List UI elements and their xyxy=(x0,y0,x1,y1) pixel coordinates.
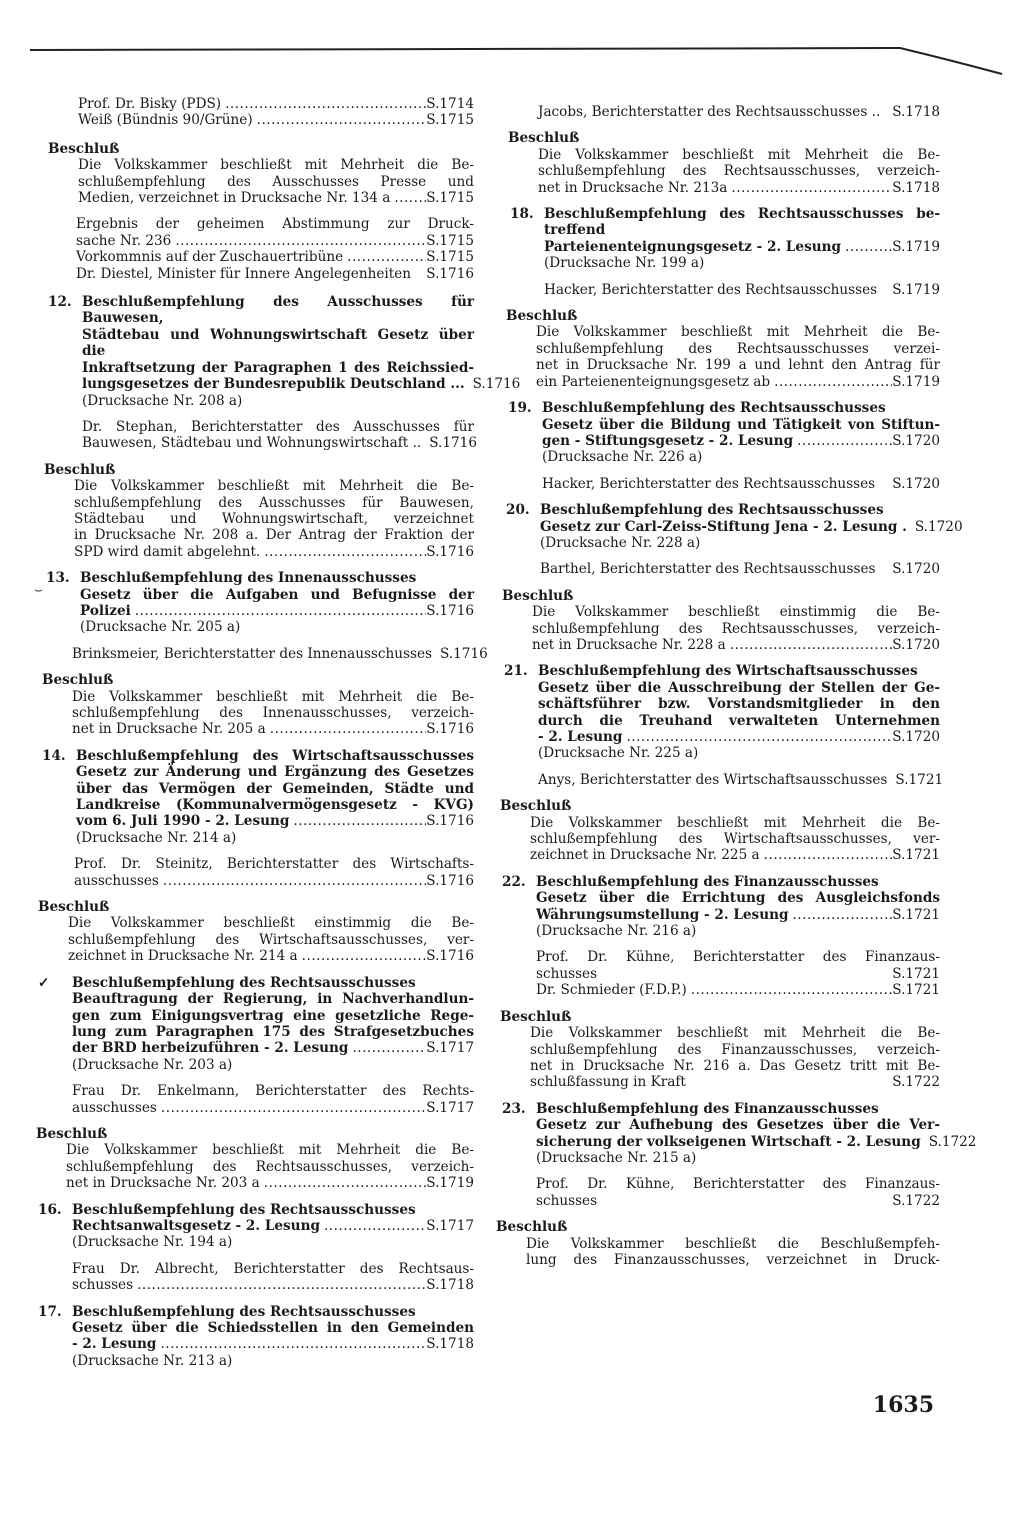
item-number: 18. xyxy=(510,206,534,223)
item-title-line: Beschlußempfehlung des Ausschusses für Bauwesen, xyxy=(82,294,474,327)
resolution-heading: Beschluß xyxy=(44,461,116,478)
page-ref: S.1718 xyxy=(426,1277,474,1294)
agenda-item-20 xyxy=(504,502,963,551)
page-ref: S.1715 xyxy=(426,190,474,207)
item-title-line: Beschlußempfehlung des Wirtschaftsausschusses xyxy=(538,663,918,680)
item-number: 14. xyxy=(42,747,66,764)
page-ref: S.1718 xyxy=(892,179,940,196)
resolution-heading: Beschluß xyxy=(496,1219,568,1236)
item-title-line: schäftsführer bzw. Vorstandsmitglieder in den xyxy=(538,696,940,713)
item-title-line: Inkraftsetzung der Paragraphen 1 des Reichssied- xyxy=(82,359,474,376)
item-title-line: lungsgesetzes der Bundesrepublik Deutschland ... xyxy=(82,376,465,393)
item-title-line: Beschlußempfehlung des Rechtsausschusses be- xyxy=(544,206,940,223)
document-ref: (Drucksache Nr. 205 a) xyxy=(80,619,241,636)
text-line: schlußempfehlung des Wirtschaftsausschusses, ver- xyxy=(530,831,940,848)
resolution-heading: Beschluß xyxy=(38,899,110,916)
item-title-line: Gesetz über die Aufgaben und Befugnisse der xyxy=(80,586,474,603)
text-line: Die Volkskammer beschließt die Beschlußempfeh- xyxy=(526,1235,940,1252)
item-title-line: Landkreise (Kommunalvermögensgesetz - KVG) xyxy=(76,797,474,814)
document-ref: (Drucksache Nr. 213 a) xyxy=(72,1352,233,1369)
item-title-line: Gesetz zur Aufhebung des Gesetzes über die Ver- xyxy=(536,1117,940,1134)
resolution-block xyxy=(496,1219,940,1268)
agenda-item-19 xyxy=(506,400,940,466)
page-ref: S.1715 xyxy=(426,232,474,249)
page-ref: S.1716 xyxy=(472,376,521,393)
item-title-line: vom 6. Juli 1990 - 2. Lesung xyxy=(76,813,290,830)
item-title-line: Parteienenteignungsgesetz - 2. Lesung xyxy=(544,238,842,255)
item-number: 16. xyxy=(38,1201,62,1218)
resolution-heading: Beschluß xyxy=(508,130,580,147)
resolution-block xyxy=(508,130,940,196)
item-title-line: Beschlußempfehlung des Rechtsausschusses xyxy=(72,974,416,991)
resolution-block xyxy=(38,899,474,965)
item-title-line: Gesetz zur Änderung und Ergänzung des Gesetzes xyxy=(76,764,474,781)
resolution-block xyxy=(36,1126,474,1192)
item-title-line: Gesetz über die Errichtung des Ausgleichsfonds xyxy=(536,890,940,907)
item-title-line: - 2. Lesung xyxy=(72,1336,157,1353)
document-ref: (Drucksache Nr. 203 a) xyxy=(72,1056,233,1073)
text-line: schlußempfehlung des Rechtsausschusses, verzeich- xyxy=(532,620,940,637)
document-ref: (Drucksache Nr. 216 a) xyxy=(536,923,697,940)
item-title-line: Beschlußempfehlung des Rechtsausschusses xyxy=(542,400,886,417)
text-line: Die Volkskammer beschließt mit Mehrheit die Be- xyxy=(536,324,940,341)
item-title-line: sicherung der volkseigenen Wirtschaft - 2. Lesung xyxy=(536,1133,921,1150)
resolution-block xyxy=(44,462,474,560)
item-title-line: Gesetz über die Ausschreibung der Stellen der Ge- xyxy=(538,679,940,696)
rapporteur xyxy=(508,282,940,298)
document-ref: (Drucksache Nr. 228 a) xyxy=(540,534,701,551)
page-number: 1635 xyxy=(872,1392,934,1418)
item-title-line: durch die Treuhand verwalteten Unternehmen xyxy=(538,712,940,729)
text-line: schusses xyxy=(72,1277,134,1294)
document-ref: (Drucksache Nr. 226 a) xyxy=(542,449,703,466)
speaker-entry: Weiß (Bündnis 90/Grüne) ..... S.1715 xyxy=(78,112,474,128)
text-line: Die Volkskammer beschließt mit Mehrheit die Be- xyxy=(530,1025,940,1042)
resolution-heading: Beschluß xyxy=(42,672,114,689)
item-title-line: - 2. Lesung xyxy=(538,729,623,745)
page-ref: S.1717 xyxy=(426,1217,474,1234)
page-ref: S.1715 xyxy=(426,249,474,266)
page-ref: S.1721 xyxy=(892,965,940,982)
page-ref: S.1722 xyxy=(928,1133,977,1150)
page-ref: S.1716 xyxy=(426,872,474,889)
text-line: Barthel, Berichterstatter des Rechtsausschusses xyxy=(540,561,876,578)
text-line: Die Volkskammer beschließt einstimmig die Be- xyxy=(68,915,474,932)
document-ref: (Drucksache Nr. 214 a) xyxy=(76,829,237,846)
rapporteur xyxy=(36,1261,474,1294)
text-line: Vorkommnis auf der Zuschauertribüne xyxy=(76,249,344,266)
item-number: 23. xyxy=(502,1100,526,1117)
text-line: lung des Finanzausschusses, verzeichnet in Druck- xyxy=(526,1251,940,1268)
page-ref: S.1720 xyxy=(892,561,940,578)
item-title-line: der BRD herbeizuführen - 2. Lesung xyxy=(72,1040,349,1057)
text-line: Jacobs, Berichterstatter des Rechtsausschusses .. xyxy=(538,104,881,120)
agenda-item-23 xyxy=(500,1100,977,1167)
document-ref: (Drucksache Nr. 194 a) xyxy=(72,1234,233,1251)
page-ref: S.1721 xyxy=(892,906,940,923)
text-line: schlußempfehlung des Rechtsausschusses, verzeich- xyxy=(66,1158,474,1175)
text-line: net in Drucksache Nr. 205 a xyxy=(72,721,266,738)
agenda-item-21 xyxy=(502,663,940,761)
page-ref: S.1719 xyxy=(426,1175,474,1192)
item-number: 13. xyxy=(46,570,70,587)
text-line: schlußempfehlung des Innenausschusses, verzeich- xyxy=(72,705,474,721)
agenda-item-15 xyxy=(36,975,474,1073)
text-line: schlußempfehlung des Ausschusses für Bauwesen, xyxy=(74,494,474,511)
page-ref: S.1716 xyxy=(429,435,477,452)
rapporteur xyxy=(502,771,944,788)
speaker-entry: Prof. Dr. Bisky (PDS) ..... S.1714 xyxy=(78,96,474,112)
item-title-line: Beschlußempfehlung des Rechtsausschusses xyxy=(72,1201,416,1218)
resolution-block xyxy=(42,672,474,738)
agenda-item-14 xyxy=(40,748,474,846)
item-title-line: gen - Stiftungsgesetz - 2. Lesung xyxy=(542,432,794,449)
item-number: 19. xyxy=(508,400,532,417)
agenda-item-16 xyxy=(36,1202,474,1251)
text-line: Die Volkskammer beschließt mit Mehrheit die Be- xyxy=(74,478,474,495)
text-line: schlußempfehlung des Finanzausschusses, verzeich- xyxy=(530,1041,940,1058)
document-ref: (Drucksache Nr. 215 a) xyxy=(536,1149,697,1166)
text-line: Anys, Berichterstatter des Wirtschaftsausschusses xyxy=(538,771,888,788)
item-title-line: Beschlußempfehlung des Innenausschusses xyxy=(80,570,417,587)
rapporteur xyxy=(36,645,488,662)
text-line: in Drucksache Nr. 208 a. Der Antrag der Fraktion der xyxy=(74,527,474,544)
text-line: Brinksmeier, Berichterstatter des Innenausschusses xyxy=(72,645,432,662)
item-title-line: über das Vermögen der Gemeinden, Städte und xyxy=(76,780,474,797)
page-ref: S.1720 xyxy=(892,432,940,449)
text-line: net in Drucksache Nr. 203 a xyxy=(66,1175,260,1192)
page-ref: S.1719 xyxy=(892,281,940,298)
text-line: zeichnet in Drucksache Nr. 225 a xyxy=(530,847,760,864)
page-ref: S.1716 xyxy=(426,543,474,560)
item-title-line: Beschlußempfehlung des Finanzausschusses xyxy=(536,1100,879,1117)
text-line: Frau Dr. Enkelmann, Berichterstatter des Rechts- xyxy=(72,1083,474,1100)
text-line: schusses xyxy=(536,1192,598,1209)
text-line: ausschusses xyxy=(74,872,159,889)
page-ref: S.1716 xyxy=(426,813,474,830)
text-line: schusses xyxy=(536,965,598,982)
rapporteur xyxy=(500,104,940,120)
text-line: Dr. Stephan, Berichterstatter des Ausschusses für xyxy=(82,418,474,435)
resolution-heading: Beschluß xyxy=(506,308,578,325)
item-title-line: Beschlußempfehlung des Finanzausschusses xyxy=(536,873,879,890)
text-line: schlußempfehlung des Rechtsausschusses, verzeich- xyxy=(538,163,940,180)
page-ref: S.1720 xyxy=(892,729,940,745)
page-ref: S.1721 xyxy=(892,982,940,999)
text-line: Die Volkskammer beschließt mit Mehrheit die Be- xyxy=(530,814,940,831)
page-ref: S.1719 xyxy=(892,373,940,390)
item-title-line: Städtebau und Wohnungswirtschaft Gesetz über die xyxy=(82,326,474,360)
item-number: 20. xyxy=(506,502,530,519)
item-title-line: lung zum Paragraphen 175 des Strafgesetzbuches xyxy=(72,1023,474,1040)
document-ref: (Drucksache Nr. 199 a) xyxy=(544,255,705,272)
resolution-block xyxy=(48,141,474,207)
resolution-block xyxy=(500,798,940,864)
rapporteur xyxy=(38,856,474,889)
item-number: 21. xyxy=(504,663,528,680)
item-number: 17. xyxy=(38,1303,62,1320)
text-line: net in Drucksache Nr. 216 a. Das Gesetz tritt mit Be- xyxy=(530,1057,940,1074)
text-line: net in Drucksache Nr. 199 a und lehnt den Antrag für xyxy=(536,357,940,374)
document-ref: (Drucksache Nr. 208 a) xyxy=(82,392,243,409)
misc-list xyxy=(36,216,474,282)
text-line: Dr. Schmieder (F.D.P.) xyxy=(536,982,687,999)
text-line: schlußfassung in Kraft xyxy=(530,1074,686,1091)
text-line: Frau Dr. Albrecht, Berichterstatter des Rechtsaus- xyxy=(72,1260,474,1277)
text-line: Die Volkskammer beschließt mit Mehrheit die Be- xyxy=(538,146,940,163)
text-line: Prof. Dr. Steinitz, Berichterstatter des Wirtschafts- xyxy=(74,856,474,873)
text-line: net in Drucksache Nr. 228 a xyxy=(532,636,726,653)
text-line: Hacker, Berichterstatter des Rechtsausschusses xyxy=(544,281,878,298)
text-line: Die Volkskammer beschließt mit Mehrheit die Be- xyxy=(72,688,474,705)
item-title-line: Gesetz über die Schiedsstellen in den Gemeinden xyxy=(72,1320,474,1336)
item-title-line: gen zum Einigungsvertrag eine gesetzliche Rege- xyxy=(72,1007,474,1024)
resolution-heading: Beschluß xyxy=(36,1125,108,1142)
item-number-mark: ✓ xyxy=(38,974,50,991)
rapporteur xyxy=(500,949,940,998)
page-ref: S.1717 xyxy=(426,1099,474,1116)
item-title-line: Polizei xyxy=(80,602,131,619)
resolution-block xyxy=(502,588,940,654)
text-line: ausschusses xyxy=(72,1099,157,1116)
page-ref: S.1716 xyxy=(426,602,474,619)
page-ref: S.1721 xyxy=(892,847,940,864)
resolution-heading: Beschluß xyxy=(500,1008,572,1025)
item-number: 22. xyxy=(502,873,526,890)
text-line: schlußempfehlung des Ausschusses Presse und xyxy=(78,173,474,190)
page-ref: S.1716 xyxy=(426,721,474,738)
text-line: Medien, verzeichnet in Drucksache Nr. 134 a xyxy=(78,190,391,207)
agenda-item-13 xyxy=(44,570,474,636)
text-line: Ergebnis der geheimen Abstimmung zur Druck- xyxy=(76,216,474,233)
item-title-line: Beschlußempfehlung des Rechtsausschusses xyxy=(72,1303,416,1320)
text-line: Städtebau und Wohnungswirtschaft, verzeichnet xyxy=(74,510,474,527)
text-line: ein Parteienenteignungsgesetz ab xyxy=(536,373,771,390)
page-ref: S.1722 xyxy=(892,1074,940,1091)
page-ref: S.1720 xyxy=(914,518,963,535)
item-title-line: Gesetz zur Carl-Zeiss-Stiftung Jena - 2. Lesung . xyxy=(540,518,907,535)
resolution-heading: Beschluß xyxy=(48,140,120,157)
page-ref: S.1716 xyxy=(426,265,474,282)
resolution-heading: Beschluß xyxy=(502,587,574,604)
page-ref: S.1720 xyxy=(892,475,940,492)
text-line: Dr. Diestel, Minister für Innere Angelegenheiten xyxy=(76,265,411,282)
resolution-heading: Beschluß xyxy=(500,798,572,815)
rapporteur xyxy=(506,476,940,492)
item-title-line: Beschlußempfehlung des Wirtschaftsausschusses xyxy=(76,747,474,764)
agenda-item-12 xyxy=(46,294,521,409)
text-line: Hacker, Berichterstatter des Rechtsausschusses xyxy=(542,475,876,492)
page-ref: S.1721 xyxy=(895,771,944,788)
item-title-line: Beauftragung der Regierung, in Nachverhandlun- xyxy=(72,991,474,1008)
rapporteur xyxy=(500,1176,940,1209)
page-ref: S.1718 xyxy=(426,1336,474,1353)
page-ref: S.1717 xyxy=(426,1040,474,1057)
text-line: zeichnet in Drucksache Nr. 214 a xyxy=(68,948,298,965)
speaker-list xyxy=(36,96,474,129)
header-rule xyxy=(0,0,1024,100)
text-line: net in Drucksache Nr. 213a xyxy=(538,179,728,196)
page-ref: S.1722 xyxy=(892,1192,940,1209)
rapporteur xyxy=(504,561,940,577)
text-line: Bauwesen, Städtebau und Wohnungswirtschaft .. xyxy=(82,435,422,452)
resolution-block xyxy=(500,1009,940,1091)
item-title-line: Gesetz über die Bildung und Tätigkeit von Stiftun- xyxy=(542,416,940,433)
item-title-line: treffend xyxy=(544,222,606,239)
page-ref: S.1716 xyxy=(440,645,488,662)
resolution-block xyxy=(506,308,940,390)
document-ref: (Drucksache Nr. 225 a) xyxy=(538,745,699,762)
text-line: schlußempfehlung des Wirtschaftsausschusses, ver- xyxy=(68,931,474,948)
item-number: 12. xyxy=(48,294,72,311)
text-line: SPD wird damit abgelehnt. xyxy=(74,543,261,560)
page-ref: S.1718 xyxy=(892,104,940,120)
text-line: Prof. Dr. Kühne, Berichterstatter des Finanzaus- xyxy=(536,1176,940,1193)
text-line: Prof. Dr. Kühne, Berichterstatter des Finanzaus- xyxy=(536,949,940,966)
page-ref: S.1720 xyxy=(892,636,940,653)
text-line: Die Volkskammer beschließt mit Mehrheit die Be- xyxy=(66,1142,474,1159)
item-title-line: Beschlußempfehlung des Rechtsausschusses xyxy=(540,502,884,519)
agenda-item-17 xyxy=(36,1304,474,1370)
rapporteur xyxy=(36,1083,474,1116)
text-line: Die Volkskammer beschließt einstimmig die Be- xyxy=(532,604,940,621)
item-title-line: Rechtsanwaltsgesetz - 2. Lesung xyxy=(72,1217,320,1234)
text-line: Die Volkskammer beschließt mit Mehrheit die Be- xyxy=(78,157,474,174)
agenda-item-22 xyxy=(500,874,940,940)
pencil-mark-icon: ⌣ xyxy=(34,582,44,598)
rapporteur xyxy=(46,418,477,452)
page-ref: S.1719 xyxy=(892,238,940,255)
page-ref: S.1716 xyxy=(426,948,474,965)
text-line: sache Nr. 236 xyxy=(76,232,172,249)
text-line: schlußempfehlung des Rechtsausschusses verzei- xyxy=(536,340,940,357)
agenda-item-18 xyxy=(508,206,940,272)
item-title-line: Währungsumstellung - 2. Lesung xyxy=(536,906,789,923)
